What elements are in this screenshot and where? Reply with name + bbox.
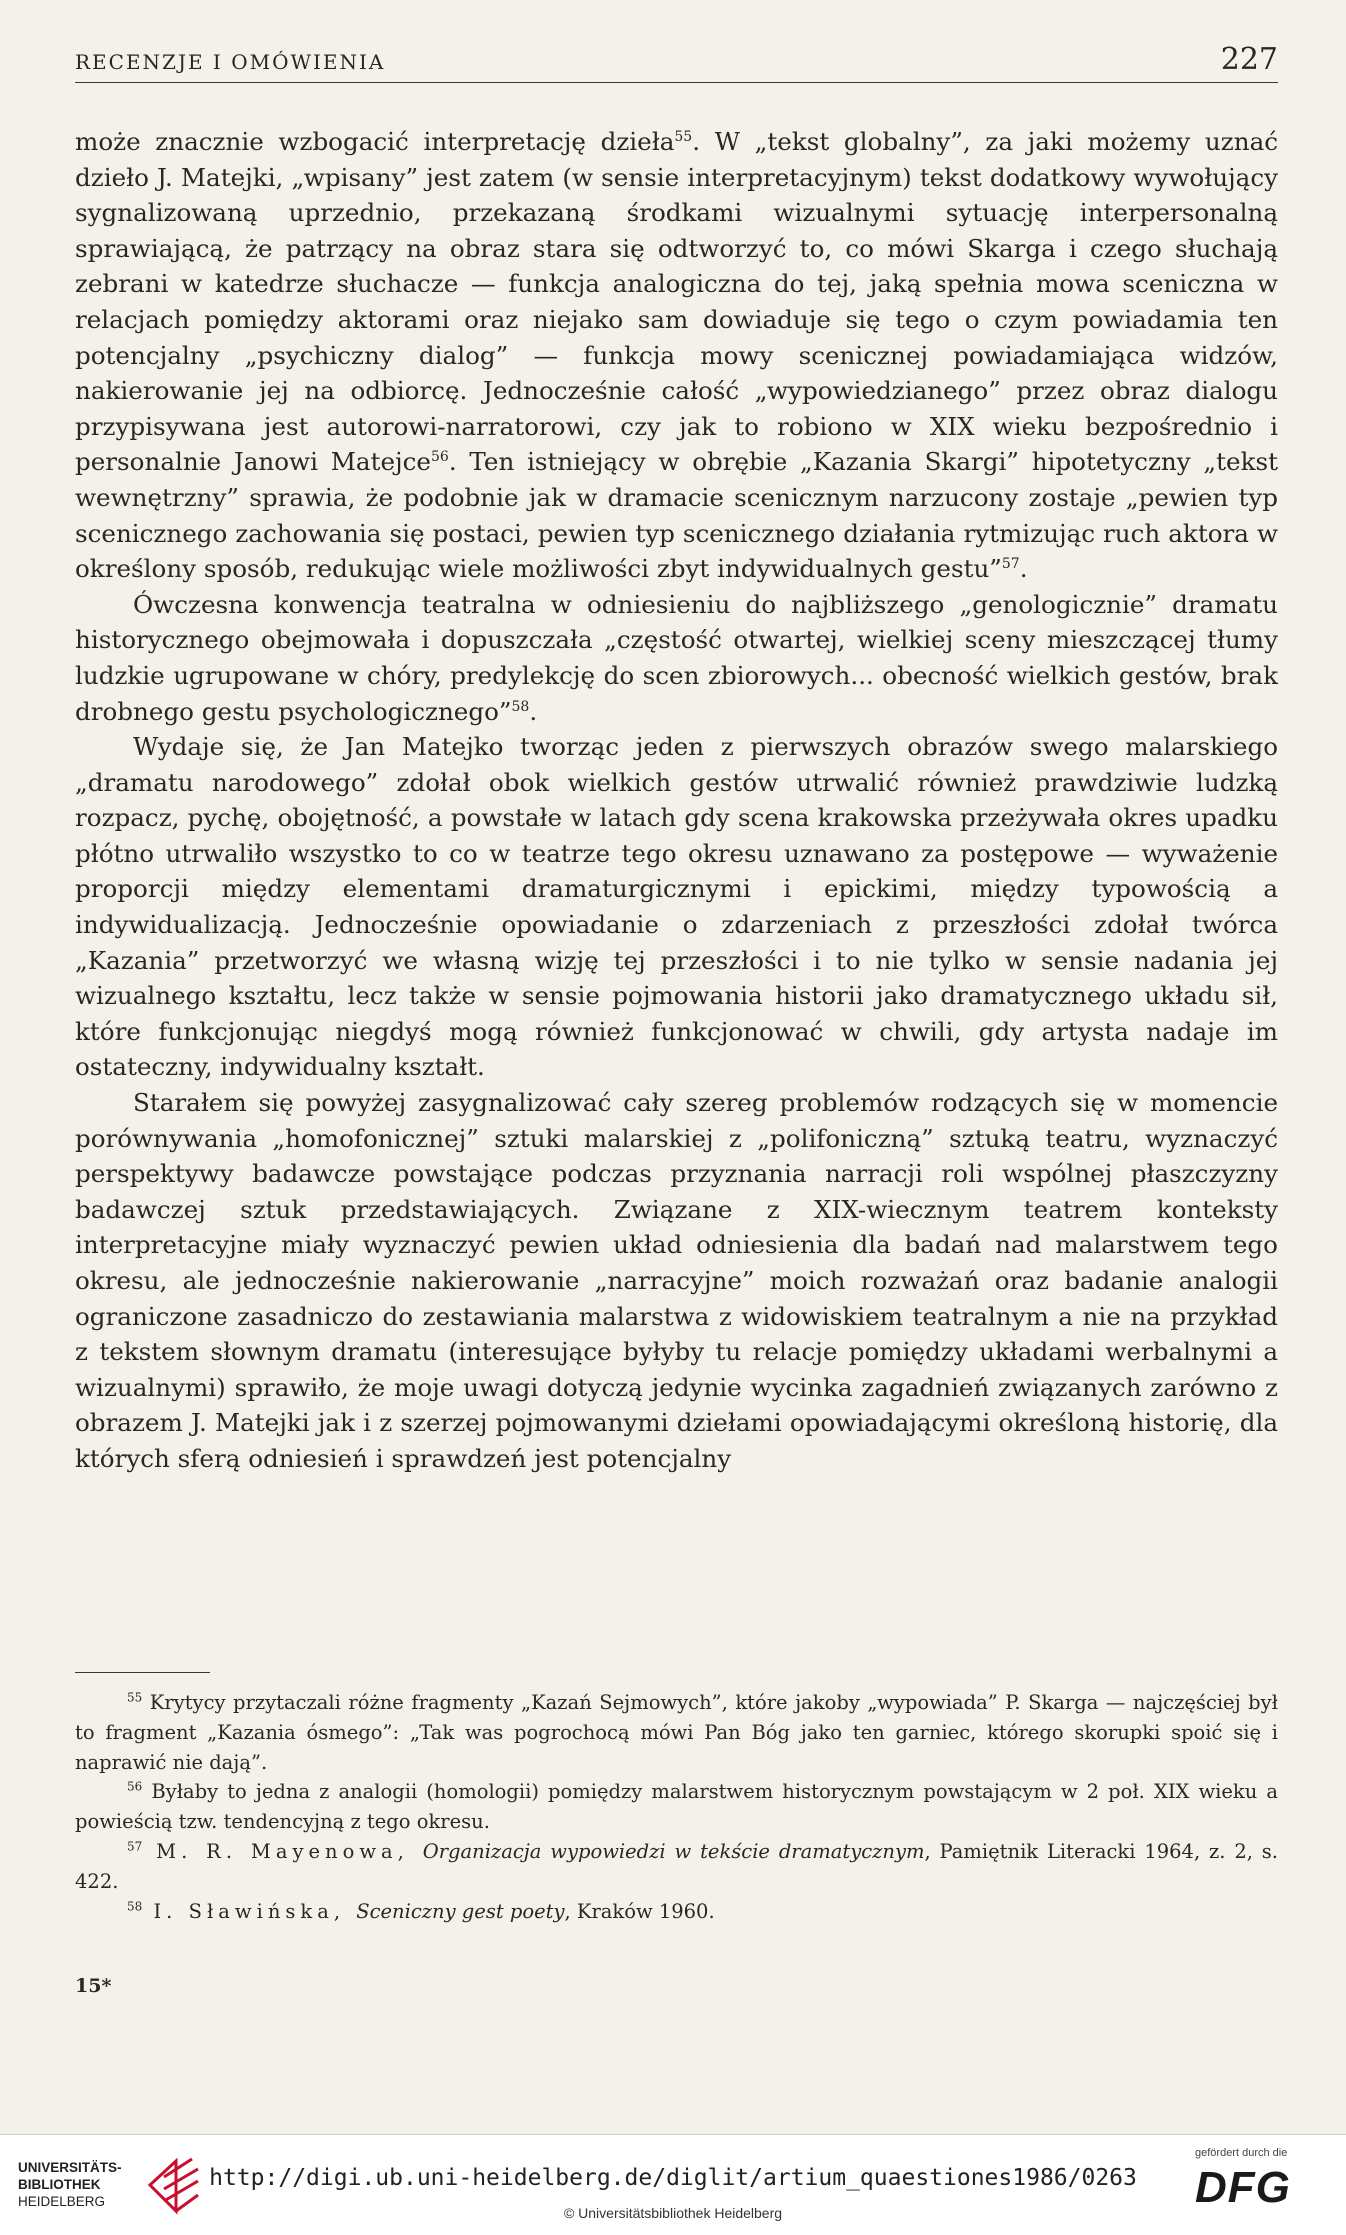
paragraph-2 — [75, 587, 1278, 729]
footnote-57-number: 57 — [127, 1839, 143, 1854]
footnote-55-text: Krytycy przytaczali różne fragmenty „Kazań Sejmowych”, które jakoby „wypowiada” P. Skarga — najczęściej był to fragment „Kazania ósmego”: „Tak was pogrochocą mówi Pan Bóg jako ten garniec, którego skorupki spoić się i naprawić nie dają”. — [75, 1691, 1278, 1774]
digitization-footer — [0, 2134, 1346, 2235]
library-name-line-3: HEIDELBERG — [18, 2194, 106, 2209]
footnote-58 — [75, 1897, 1278, 1927]
library-name-line-2: BIBLIOTHEK — [18, 2177, 101, 2192]
footnote-57 — [75, 1837, 1278, 1897]
paragraph-4: Starałem się powyżej zasygnalizować cały szereg problemów rodzących się w momencie porównywania „homofonicznej” sztuki malarskiej z „polifoniczną” sztuką teatru, wyznaczyć perspektywy badawcze powstające podczas przyznania narracji roli wspólnej płaszczyzny badawczej sztuk przedstawiających. Związane z XIX-wiecznym teatrem konteksty interpretacyjne miały wyznaczyć pewien układ odniesienia dla badań nad malarstwem tego okresu, ale jednocześnie nakierowanie „narracyjne” moich rozważań oraz badanie analogii ograniczone zasadniczo do zestawiania malarstwa z widowiskiem teatralnym a nie na przykład z tekstem słownym dramatu (interesujące byłyby tu relacje pomiędzy układami werbalnymi a wizualnymi) sprawiło, że moje uwagi dotyczą jedynie wycinka zagadnień związanych zarówno z obrazem J. Matejki jak i z szerzej pojmowanymi dziełami opowiadającymi określoną historię, dla których sferą odniesień i sprawdzeń jest potencjalny — [75, 1088, 1278, 1473]
dfg-funding-logo[interactable] — [1195, 2147, 1335, 2227]
paragraph-1-text-b: . W „tekst globalny”, za jaki możemy uznać dzieło J. Matejki, „wpisany” jest zatem (w sensie interpretacyjnym) tekst dodatkowy wywołujący sygnalizowaną uprzednio, przekazaną środkami wizualnymi sytuację interpersonalną sprawiającą, że patrzący na obraz stara się odtworzyć to, co mówi Skarga i czego słuchają zebrani w katedrze słuchacze — funkcja analogiczna do tej, jaką spełnia mowa sceniczna w relacjach pomiędzy aktorami oraz niejako sam dowiaduje się tego o czym powiadamia ten potencjalny „psychiczny dialog” — funkcja mowy scenicznej powiadamiająca widzów, nakierowanie jej na odbiorcę. Jednocześnie całość „wypowiedzianego” przez obraz dialogu przypisywana jest autorowi-narratorowi, czy jak to robiono w XIX wieku bezpośrednio i personalnie Janowi Matejce — [75, 127, 1278, 477]
footnote-56-number: 56 — [127, 1779, 143, 1794]
paragraph-1-text-c: . Ten istniejący w obrębie „Kazania Skargi” hipotetyczny „tekst wewnętrzny” sprawia, że podobnie jak w dramacie scenicznym narzucony zostaje „pewien typ scenicznego zachowania się postaci, pewien typ scenicznego działania rytmizując ruch aktora w określony sposób, redukując wiele możliwości zbyt indywidualnych gestu” — [75, 447, 1278, 584]
source-url-link[interactable]: http://digi.ub.uni-heidelberg.de/diglit/artium_quaestiones1986/0263 — [209, 2165, 1137, 2191]
footnote-58-rest: , Kraków 1960. — [564, 1899, 715, 1923]
footnotes — [75, 1688, 1278, 1926]
footnote-58-title: Sceniczny gest poety — [356, 1899, 565, 1923]
footnote-58-author: I. Sławińska, — [142, 1899, 357, 1923]
dfg-logo-text: DFG — [1195, 2163, 1291, 2212]
running-head — [75, 42, 1278, 83]
footnote-57-title: Organizacja wypowiedzi w tekście dramatycznym — [422, 1839, 925, 1863]
paragraph-1-text-a: może znacznie wzbogacić interpretację dzieła — [75, 127, 675, 156]
footnote-56-text: Byłaby to jedna z analogii (homologii) pomiędzy malarstwem historycznym powstającym w 2 poł. XIX wieku a powieścią tzw. tendencyjną z tego okresu. — [75, 1780, 1278, 1834]
printer-signature: 15* — [75, 1975, 112, 1997]
footnote-ref-56: 56 — [430, 449, 449, 466]
section-title: RECENZJE I OMÓWIENIA — [75, 50, 386, 74]
footnote-56 — [75, 1777, 1278, 1837]
page-number: 227 — [1220, 42, 1278, 77]
library-name-line-1: UNIVERSITÄTS- — [18, 2160, 122, 2175]
copyright-notice: © Universitätsbibliothek Heidelberg — [563, 2205, 783, 2221]
footnote-55 — [75, 1688, 1278, 1777]
footnote-ref-55: 55 — [674, 128, 693, 145]
footnote-55-number: 55 — [127, 1690, 143, 1705]
footnote-58-number: 58 — [127, 1899, 143, 1914]
footnote-ref-58: 58 — [511, 698, 530, 715]
body-text — [75, 124, 1278, 1477]
footnote-ref-57: 57 — [1001, 555, 1020, 572]
funding-text: gefördert durch die — [1195, 2147, 1288, 2159]
paragraph-1 — [75, 124, 1278, 587]
footnote-57-author: M. R. Mayenowa, — [142, 1839, 423, 1863]
paragraph-1-text-d: . — [1019, 554, 1028, 584]
footnote-57-rest: , Pamiętnik Literacki 1964, z. 2, s. 422. — [75, 1839, 1278, 1893]
paragraph-2-text-a: Ówczesna konwencja teatralna w odniesieniu do najbliższego „genologicznie” dramatu historycznego obejmowała i dopuszczała „częstość otwartej, wielkiej sceny mieszczącej tłumy ludzkie ugrupowane w chóry, predylekcję do scen zbiorowych... obecność wielkich gestów, brak drobnego gestu psychologicznego” — [75, 589, 1278, 726]
footnote-separator — [75, 1672, 210, 1673]
paragraph-2-text-b: . — [529, 696, 538, 726]
paragraph-3: Wydaje się, że Jan Matejko tworząc jeden z pierwszych obrazów swego malarskiego „dramatu narodowego” zdołał obok wielkich gestów utrwalić również prawdziwie ludzką rozpacz, pychę, obojętność, a powstałe w latach gdy scena krakowska przeżywała okres upadku płótno utrwaliło wszystko to co w teatrze tego okresu uznawano za postępowe — wyważenie proporcji między elementami dramaturgicznymi i epickimi, między typowością a indywidualizacją. Jednocześnie opowiadanie o zdarzeniach z przeszłości zdołał twórca „Kazania” przetworzyć we własną wizję tej przeszłości i to nie tylko w sensie nadania jej wizualnego kształtu, lecz także w sensie pojmowania historii jako dramatycznego układu sił, które funkcjonując niegdyś mogą również funkcjonować w chwili, gdy artysta nadaje im ostateczny, indywidualny kształt. — [75, 732, 1278, 1082]
